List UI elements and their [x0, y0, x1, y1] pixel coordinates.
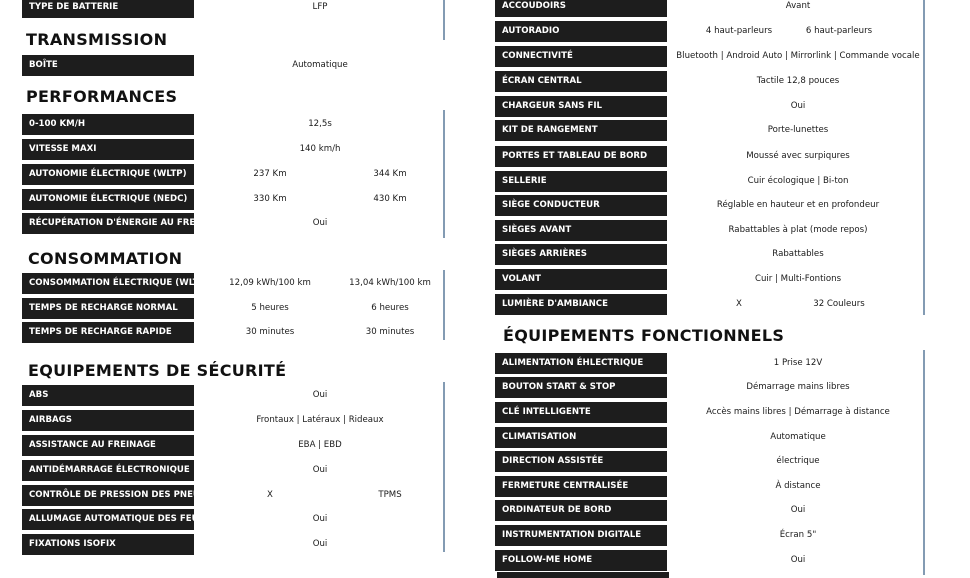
section-title-equipements-de-securite: EQUIPEMENTS DE SÉCURITÉ: [28, 361, 287, 380]
spec-row-alimentation-ehlectrique: [495, 353, 925, 374]
spec-value: Oui: [312, 465, 328, 475]
spec-value: Bluetooth | Android Auto | Mirrorlink | Commande vocale: [676, 51, 920, 61]
spec-row-assistance-au-freinage: [22, 435, 450, 456]
spec-label: LUMIÈRE D'AMBIANCE: [495, 294, 667, 315]
spec-label: INSTRUMENTATION DIGITALE: [495, 525, 667, 546]
spec-label: ÉCRAN CENTRAL: [495, 71, 667, 92]
spec-label: SIÈGES ARRIÈRES: [495, 244, 667, 265]
spec-label: AUTONOMIE ÉLECTRIQUE (WLTP): [22, 164, 194, 185]
spec-label: ALIMENTATION ÉHLECTRIQUE: [495, 353, 667, 374]
spec-label: CHARGEUR SANS FIL: [495, 96, 667, 117]
spec-value: À distance: [775, 481, 821, 491]
spec-row-volant: [495, 269, 925, 290]
spec-label: ALLUMAGE AUTOMATIQUE DES FEUX: [22, 509, 194, 530]
spec-value: Rabattables à plat (mode repos): [728, 225, 868, 235]
spec-value: 1 Prise 12V: [773, 358, 823, 368]
spec-value: 5 heures: [251, 303, 289, 313]
spec-value: Démarrage mains libres: [746, 382, 850, 392]
spec-value: 30 minutes: [245, 327, 295, 337]
spec-label: ABS: [22, 385, 194, 406]
spec-label: CONNECTIVITÉ: [495, 46, 667, 67]
spec-label: ANTIDÉMARRAGE ÉLECTRONIQUE: [22, 460, 194, 481]
spec-value: Automatique: [292, 60, 348, 70]
spec-row-type-de-batterie: [22, 0, 450, 18]
spec-label: AUTORADIO: [495, 21, 667, 42]
spec-value: 330 Km: [253, 194, 287, 204]
section-title-consommation: CONSOMMATION: [28, 249, 183, 268]
spec-value: 4 haut-parleurs: [705, 26, 773, 36]
spec-label: RÉCUPÉRATION D'ÉNERGIE AU FREINAGE: [22, 213, 194, 234]
spec-label: BOÎTE: [22, 55, 194, 76]
table-border-line: [443, 110, 445, 238]
spec-row-fixations-isofix: [22, 534, 450, 555]
section-title-equipements-fonctionnels: ÉQUIPEMENTS FONCTIONNELS: [503, 326, 785, 345]
spec-row-autoradio: [495, 21, 925, 42]
spec-row-fermeture-centralisee: [495, 476, 925, 497]
spec-value: Porte-lunettes: [767, 125, 829, 135]
spec-value: 344 Km: [373, 169, 407, 179]
table-border-line: [923, 0, 925, 315]
spec-row-temps-de-recharge-normal: [22, 298, 450, 319]
spec-label: FIXATIONS ISOFIX: [22, 534, 194, 555]
spec-row-chargeur-sans-fil: [495, 96, 925, 117]
spec-label: SELLERIE: [495, 171, 667, 192]
spec-value: Écran 5": [779, 530, 817, 540]
spec-label: CONSOMMATION ÉLECTRIQUE (WLTP): [22, 273, 194, 294]
spec-row-autonomie-electrique-wltp: [22, 164, 450, 185]
spec-label: TEMPS DE RECHARGE RAPIDE: [22, 322, 194, 343]
spec-value: X: [267, 490, 273, 500]
spec-label: VOLANT: [495, 269, 667, 290]
spec-value: 6 heures: [371, 303, 409, 313]
spec-row-bouton-start-stop: [495, 377, 925, 398]
spec-value: 12,5s: [308, 119, 332, 129]
spec-row-recuperation-d-energie-au-freinage: [22, 213, 450, 234]
spec-label: DIRECTION ASSISTÉE: [495, 451, 667, 472]
spec-value: Réglable en hauteur et en profondeur: [716, 200, 880, 210]
spec-label: 0-100 KM/H: [22, 114, 194, 135]
section-title-performances: PERFORMANCES: [26, 87, 178, 106]
spec-row-siege-conducteur: [495, 195, 925, 216]
spec-value: Oui: [790, 555, 806, 565]
spec-label: TEMPS DE RECHARGE NORMAL: [22, 298, 194, 319]
spec-value: Avant: [785, 1, 811, 11]
spec-label: TYPE DE BATTERIE: [22, 0, 194, 18]
spec-label: ACCOUDOIRS: [495, 0, 667, 17]
spec-row-connectivite: [495, 46, 925, 67]
spec-row-lumiere-d-ambiance: [495, 294, 925, 315]
spec-label: FOLLOW-ME HOME: [495, 550, 667, 571]
spec-label: BOUTON START & STOP: [495, 377, 667, 398]
spec-row-vitesse-maxi: [22, 139, 450, 160]
spec-row-antidemarrage-electronique: [22, 460, 450, 481]
spec-row-sellerie: [495, 171, 925, 192]
spec-row-cle-intelligente: [495, 402, 925, 423]
spec-value: 430 Km: [373, 194, 407, 204]
spec-value: Oui: [312, 514, 328, 524]
spec-label: PORTES ET TABLEAU DE BORD: [495, 146, 667, 167]
spec-row-follow-me-home: [495, 550, 925, 571]
spec-row-portes-et-tableau-de-bord: [495, 146, 925, 167]
spec-value: Moussé avec surpiqures: [746, 151, 850, 161]
spec-value: 140 km/h: [299, 144, 341, 154]
spec-label: ASSISTANCE AU FREINAGE: [22, 435, 194, 456]
spec-value: 6 haut-parleurs: [805, 26, 873, 36]
spec-label: KIT DE RANGEMENT: [495, 120, 667, 141]
spec-value: Oui: [312, 218, 328, 228]
spec-label: ORDINATEUR DE BORD: [495, 500, 667, 521]
table-border-line: [443, 270, 445, 340]
section-title-transmission: TRANSMISSION: [26, 30, 168, 49]
spec-value: Oui: [790, 101, 806, 111]
table-border-line: [443, 0, 445, 40]
spec-row-ecran-central: [495, 71, 925, 92]
spec-value: Frontaux | Latéraux | Rideaux: [256, 415, 384, 425]
spec-value: électrique: [776, 456, 820, 466]
spec-value: Tactile 12,8 pouces: [756, 76, 840, 86]
spec-value: EBA | EBD: [298, 440, 342, 450]
spec-label: CLIMATISATION: [495, 427, 667, 448]
spec-row-accoudoirs: [495, 0, 925, 17]
spec-label: AIRBAGS: [22, 410, 194, 431]
spec-label: CLÉ INTELLIGENTE: [495, 402, 667, 423]
table-border-line: [923, 350, 925, 575]
spec-row-consommation-electrique-wltp: [22, 273, 450, 294]
spec-value: Oui: [312, 390, 328, 400]
spec-value: Automatique: [770, 432, 826, 442]
spec-row-direction-assistee: [495, 451, 925, 472]
spec-label: SIÈGES AVANT: [495, 220, 667, 241]
spec-row-kit-de-rangement: [495, 120, 925, 141]
spec-row-controle-de-pression-des-pneus: [22, 485, 450, 506]
spec-row-ordinateur-de-bord: [495, 500, 925, 521]
spec-row-sieges-avant: [495, 220, 925, 241]
spec-row-boite: [22, 55, 450, 76]
spec-row-abs: [22, 385, 450, 406]
table-border-line: [443, 382, 445, 552]
spec-value: TPMS: [378, 490, 402, 500]
spec-value: Accès mains libres | Démarrage à distance: [706, 407, 890, 417]
spec-row-autonomie-electrique-nedc: [22, 189, 450, 210]
spec-row-airbags: [22, 410, 450, 431]
spec-value: Oui: [312, 539, 328, 549]
spec-label: CONTRÔLE DE PRESSION DES PNEUS: [22, 485, 194, 506]
spec-value: Cuir écologique | Bi-ton: [747, 176, 849, 186]
spec-label: AUTONOMIE ÉLECTRIQUE (NEDC): [22, 189, 194, 210]
spec-row-instrumentation-digitale: [495, 525, 925, 546]
spec-row-temps-de-recharge-rapide: [22, 322, 450, 343]
spec-value: 13,04 kWh/100 km: [349, 278, 431, 288]
spec-row-allumage-automatique-des-feux: [22, 509, 450, 530]
spec-value: X: [736, 299, 742, 309]
spec-value: Oui: [790, 505, 806, 515]
spec-label: FERMETURE CENTRALISÉE: [495, 476, 667, 497]
spec-value: 12,09 kWh/100 km: [229, 278, 311, 288]
spec-row-climatisation: [495, 427, 925, 448]
spec-value: LFP: [312, 2, 328, 12]
spec-row-0-100-km-h: [22, 114, 450, 135]
spec-value: Cuir | Multi-Fontions: [754, 274, 842, 284]
spec-value: 30 minutes: [365, 327, 415, 337]
spec-value: 237 Km: [253, 169, 287, 179]
spec-value: 32 Couleurs: [813, 299, 865, 309]
cut-off-row: [497, 572, 669, 578]
spec-row-sieges-arrieres: [495, 244, 925, 265]
spec-value: Rabattables: [772, 249, 824, 259]
spec-label: SIÈGE CONDUCTEUR: [495, 195, 667, 216]
spec-label: VITESSE MAXI: [22, 139, 194, 160]
